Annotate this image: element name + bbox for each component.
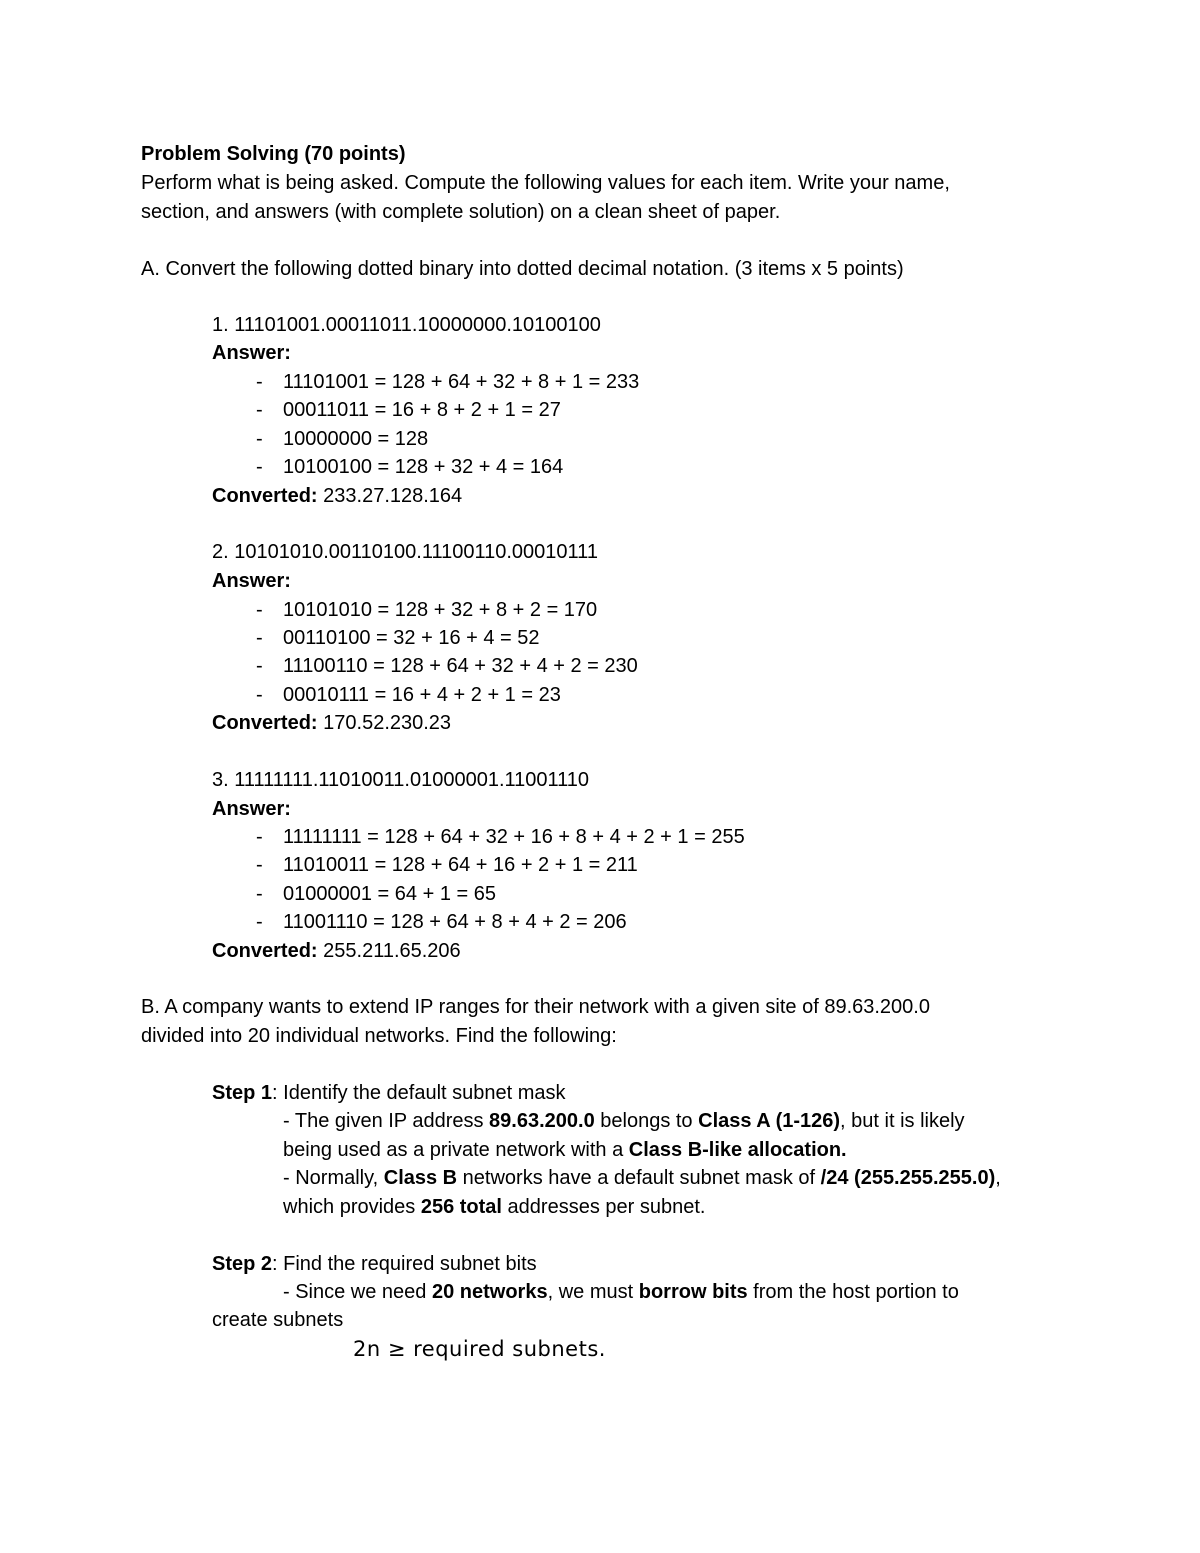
- class-b: Class B: [383, 1167, 458, 1189]
- step-1-label: Step 1: [212, 1082, 273, 1104]
- item-2-step-1: 10101010 = 128 + 32 + 8 + 2 = 170: [283, 599, 598, 621]
- step-2-title: : Find the required subnet bits: [272, 1253, 537, 1275]
- class-b-allocation: Class B-like allocation.: [628, 1139, 847, 1161]
- item-3-question: 3. 11111111.11010011.01000001.11001110: [212, 769, 590, 791]
- text-run: networks have a default subnet mask of: [457, 1167, 821, 1189]
- item-1-step-4: 10100100 = 128 + 32 + 4 = 164: [283, 456, 564, 478]
- page-title: Problem Solving (70 points): [141, 143, 406, 165]
- text-run: - The given IP address: [283, 1110, 490, 1132]
- step-2-heading: [212, 1250, 537, 1278]
- bullet-dash: -: [256, 627, 263, 649]
- text-run: addresses per subnet.: [502, 1196, 706, 1218]
- converted-label: Converted:: [212, 485, 318, 507]
- item-1-step-3: 10000000 = 128: [283, 428, 429, 450]
- item-1-converted: [212, 482, 462, 510]
- step-1-title: : Identify the default subnet mask: [272, 1082, 566, 1104]
- step-2-label: Step 2: [212, 1253, 273, 1275]
- bullet-dash: -: [256, 399, 263, 421]
- item-3-step-1: 11111111 = 128 + 64 + 32 + 16 + 8 + 4 + 2 + 1 = 255: [283, 826, 745, 848]
- item-1-answer-label: Answer:: [212, 342, 291, 364]
- default-subnet-mask: /24 (255.255.255.0): [820, 1167, 996, 1189]
- bullet-dash: -: [256, 883, 263, 905]
- bullet-dash: -: [256, 456, 263, 478]
- step-1-heading: [212, 1079, 566, 1107]
- subnet-formula: 2n ≥ required subnets.: [353, 1337, 606, 1361]
- step-2-line-1: [283, 1278, 959, 1306]
- item-2-converted-value: 170.52.230.23: [323, 712, 452, 734]
- part-b-heading-line-2: divided into 20 individual networks. Find the following:: [141, 1025, 617, 1047]
- item-1-step-2: 00011011 = 16 + 8 + 2 + 1 = 27: [283, 399, 561, 421]
- item-1-step-1: 11101001 = 128 + 64 + 32 + 8 + 1 = 233: [283, 371, 640, 393]
- item-3-converted: [212, 937, 461, 965]
- bullet-dash: -: [256, 428, 263, 450]
- text-run: , we must: [547, 1281, 639, 1303]
- item-2-step-2: 00110100 = 32 + 16 + 4 = 52: [283, 627, 540, 649]
- bullet-dash: -: [256, 599, 263, 621]
- item-3-step-4: 11001110 = 128 + 64 + 8 + 4 + 2 = 206: [283, 911, 627, 933]
- intro-line-1: Perform what is being asked. Compute the following values for each item. Write your name,: [141, 172, 950, 194]
- converted-label: Converted:: [212, 712, 318, 734]
- item-2-step-3: 11100110 = 128 + 64 + 32 + 4 + 2 = 230: [283, 655, 638, 677]
- text-run: - Since we need: [283, 1281, 432, 1303]
- text-run: being used as a private network with a: [283, 1139, 629, 1161]
- item-3-answer-label: Answer:: [212, 798, 291, 820]
- total-addresses: 256 total: [420, 1196, 502, 1218]
- item-1-question: 1. 11101001.00011011.10000000.10100100: [212, 314, 601, 336]
- step-1-line-1: [283, 1107, 965, 1135]
- step-2-line-2: create subnets: [212, 1309, 344, 1331]
- item-1-converted-value: 233.27.128.164: [323, 485, 463, 507]
- converted-label: Converted:: [212, 940, 318, 962]
- required-networks: 20 networks: [431, 1281, 548, 1303]
- part-a-heading: A. Convert the following dotted binary into dotted decimal notation. (3 items x 5 points): [141, 258, 904, 280]
- text-run: from the host portion to: [747, 1281, 959, 1303]
- borrow-bits: borrow bits: [638, 1281, 748, 1303]
- text-run: which provides: [283, 1196, 421, 1218]
- bullet-dash: -: [256, 371, 263, 393]
- step-1-line-2: [283, 1136, 847, 1164]
- class-a-range: Class A (1-126): [698, 1110, 841, 1132]
- bullet-dash: -: [256, 911, 263, 933]
- item-2-answer-label: Answer:: [212, 570, 291, 592]
- text-run: , but it is likely: [840, 1110, 965, 1132]
- part-b-heading-line-1: B. A company wants to extend IP ranges for their network with a given site of 89.63.200.0: [141, 996, 930, 1018]
- bullet-dash: -: [256, 826, 263, 848]
- item-3-converted-value: 255.211.65.206: [323, 940, 461, 962]
- ip-address: 89.63.200.0: [489, 1110, 595, 1132]
- item-2-step-4: 00010111 = 16 + 4 + 2 + 1 = 23: [283, 684, 561, 706]
- text-run: ,: [995, 1167, 1001, 1189]
- item-3-step-2: 11010011 = 128 + 64 + 16 + 2 + 1 = 211: [283, 854, 638, 876]
- item-2-converted: [212, 709, 451, 737]
- item-3-step-3: 01000001 = 64 + 1 = 65: [283, 883, 496, 905]
- bullet-dash: -: [256, 655, 263, 677]
- bullet-dash: -: [256, 854, 263, 876]
- item-2-question: 2. 10101010.00110100.11100110.00010111: [212, 541, 598, 563]
- text-run: - Normally,: [283, 1167, 384, 1189]
- text-run: belongs to: [594, 1110, 699, 1132]
- intro-line-2: section, and answers (with complete solution) on a clean sheet of paper.: [141, 201, 781, 223]
- step-1-line-3: [283, 1164, 1001, 1192]
- step-1-line-4: [283, 1193, 705, 1221]
- bullet-dash: -: [256, 684, 263, 706]
